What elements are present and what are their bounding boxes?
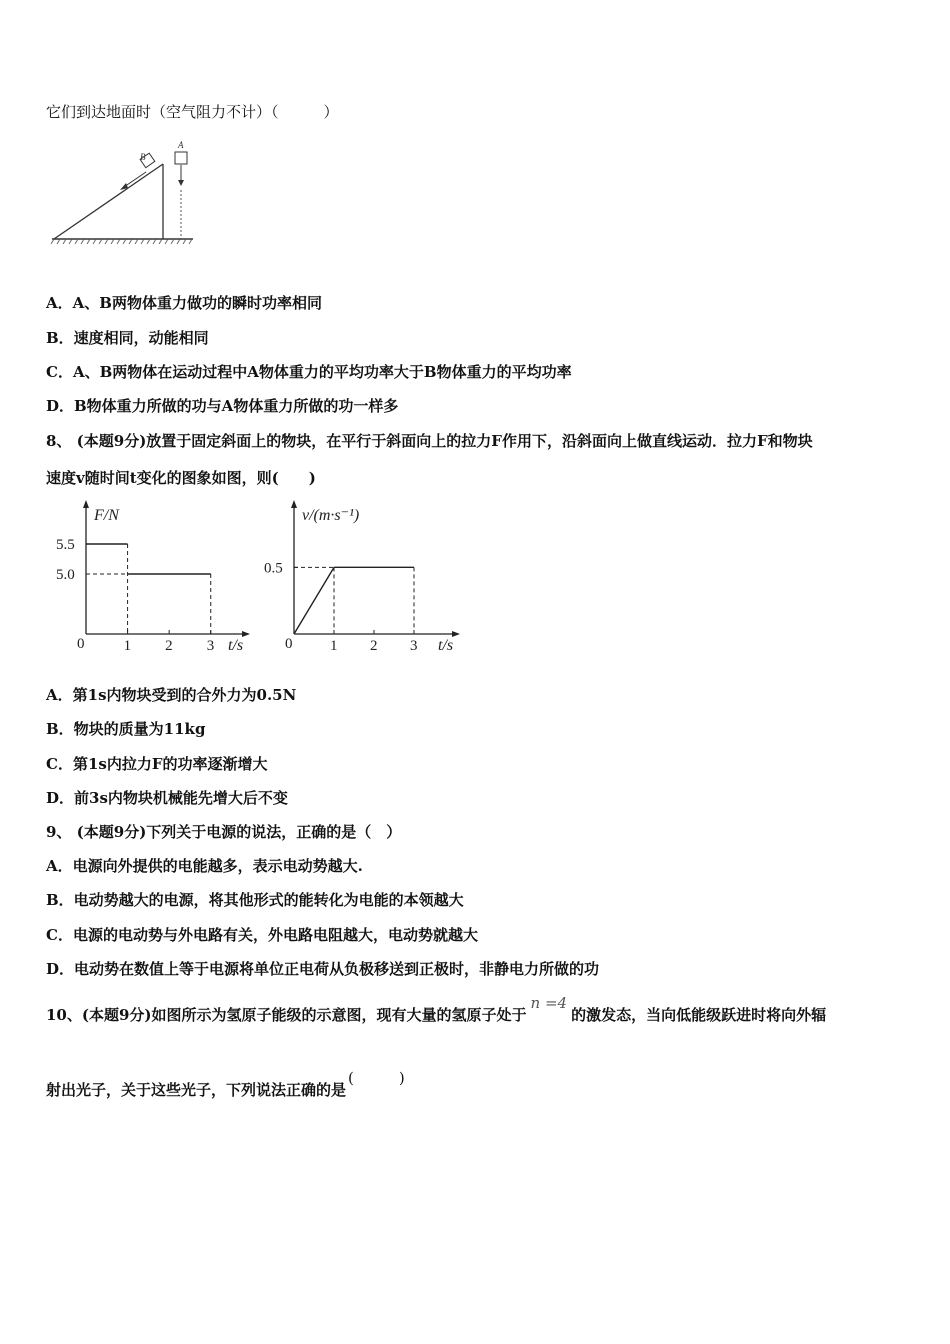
q9-option-b: B．电动势越大的电源，将其他形式的能转化为电能的本领越大	[46, 891, 464, 909]
x-tick-label: 1	[330, 638, 338, 654]
ground-hatching	[51, 239, 192, 244]
q10-stem-line1	[46, 994, 827, 1025]
q7-option-b: B．速度相同，动能相同	[46, 329, 209, 347]
y-tick-label: 5.0	[56, 567, 75, 583]
y-tick-label: 5.5	[56, 537, 75, 553]
q7-option-a: A．A、B两物体重力做功的瞬时功率相同	[46, 294, 322, 312]
q10-stem-line2	[46, 1069, 405, 1100]
q10-stem-part2: 的激发态，当向低能级跃进时将向外辐	[571, 1006, 827, 1024]
x-axis-label: t/s	[228, 637, 244, 654]
label-b: B	[140, 152, 146, 162]
q9-option-c: C．电源的电动势与外电路有关，外电路电阻越大，电动势就越大	[46, 926, 478, 944]
q8-stem-line2: 速度v随时间t变化的图象如图，则( )	[46, 469, 316, 487]
q8-option-b: B．物块的质量为11kg	[46, 720, 206, 738]
q10-formula: n =4	[530, 994, 568, 1012]
block-a	[175, 152, 187, 164]
x-tick-label: 1	[123, 638, 132, 654]
q7-stem-tail: 它们到达地面时（空气阻力不计）（ ）	[46, 103, 339, 121]
x-tick-label: 2	[370, 638, 378, 654]
x-tick-label: 0	[285, 636, 293, 652]
y-axis-arrow	[83, 500, 89, 508]
q7-option-c: C．A、B两物体在运动过程中A物体重力的平均功率大于B物体重力的平均功率	[46, 363, 572, 381]
q8-option-c: C．第1s内拉力F的功率逐渐增大	[46, 755, 268, 773]
q8-option-a: A．第1s内物块受到的合外力为0.5N	[46, 686, 297, 704]
x-axis-arrow	[242, 631, 250, 637]
x-tick-label: 0	[77, 636, 85, 652]
x-tick-label: 3	[206, 638, 215, 654]
q10-stem-line2-text: 射出光子，关于这些光子，下列说法正确的是	[46, 1081, 347, 1099]
q9-option-a: A．电源向外提供的电能越多，表示电动势越大.	[46, 857, 363, 875]
velocity-time-graph	[262, 500, 467, 665]
incline-surface	[54, 164, 163, 239]
y-tick-label: 0.5	[264, 560, 283, 577]
q7-option-d: D．B物体重力所做的功与A物体重力所做的功一样多	[46, 397, 399, 415]
arrow-b-shaft	[124, 172, 146, 187]
incline-figure	[48, 138, 198, 248]
q8-stem-line1: 8、 (本题9分)放置于固定斜面上的物块，在平行于斜面向上的拉力F作用下，沿斜面向上做直线运动．拉力F和物块	[46, 432, 813, 450]
force-time-graph	[46, 500, 256, 665]
x-tick-label: 2	[165, 638, 173, 654]
x-axis-arrow	[452, 631, 460, 637]
x-tick-label: 3	[410, 638, 418, 654]
velocity-segment-1	[294, 567, 334, 634]
arrow-a-head	[178, 180, 184, 186]
y-axis-arrow	[291, 500, 297, 508]
q10-answer-blank: ( )	[348, 1069, 405, 1087]
q9-stem: 9、 (本题9分)下列关于电源的说法，正确的是（ ）	[46, 823, 402, 841]
q10-stem-part1: 10、(本题9分)如图所示为氢原子能级的示意图，现有大量的氢原子处于	[46, 1006, 527, 1024]
y-axis-label: v/(m·s⁻¹)	[302, 507, 360, 524]
q8-option-d: D．前3s内物块机械能先增大后不变	[46, 789, 288, 807]
q9-option-d: D．电动势在数值上等于电源将单位正电荷从负极移送到正极时，非静电力所做的功	[46, 960, 600, 978]
label-a: A	[178, 140, 184, 150]
y-axis-label: F/N	[94, 507, 119, 524]
x-axis-label: t/s	[438, 637, 454, 654]
